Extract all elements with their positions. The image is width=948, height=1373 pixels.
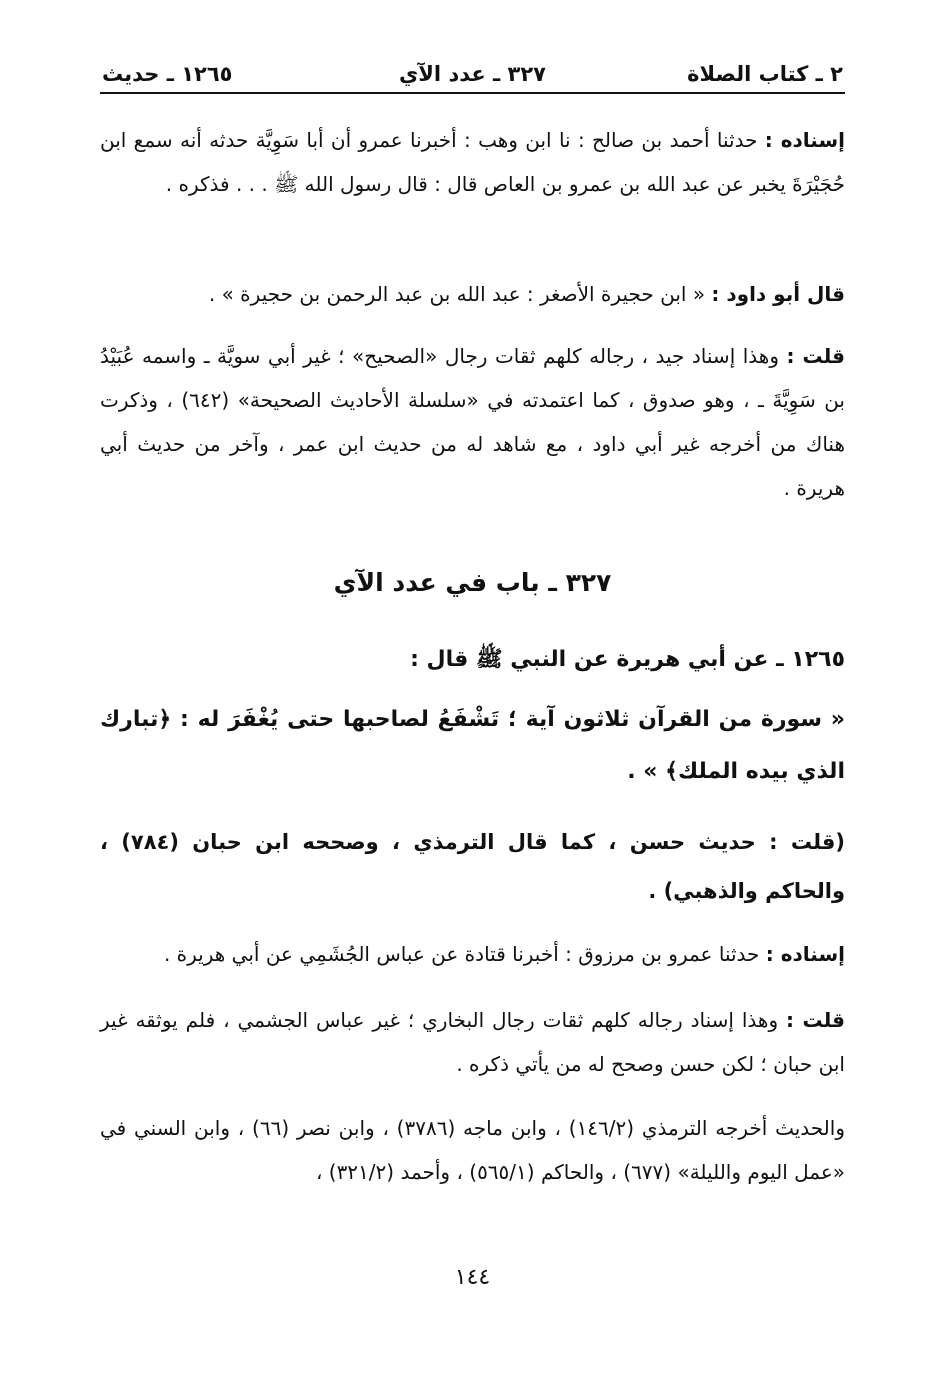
isnad-text-2: حدثنا عمرو بن مرزوق : أخبرنا قتادة عن عباس الجُشَمِي عن أبي هريرة . (163, 942, 766, 966)
abu-dawud-text: « ابن حجيرة الأصغر : عبد الله بن عبد الرحمن بن حجيرة » . (208, 282, 712, 306)
header-hadith-number: ١٢٦٥ ـ حديث (102, 62, 233, 86)
running-header (100, 58, 845, 94)
takhrij-paragraph: والحديث أخرجه الترمذي (١٤٦/٢) ، وابن ماجه (٣٧٨٦) ، وابن نصر (٦٦) ، وابن السني في «عمل اليوم والليلة» (٦٧٧) ، والحاكم (٥٦٥/١) ، وأحمد (٣٢١/٢) ، (100, 1116, 845, 1184)
header-chapter: ٣٢٧ ـ عدد الآي (399, 62, 546, 86)
commentary-text-2: وهذا إسناد رجاله كلهم ثقات رجال البخاري ؛ غير عباس الجشمي ، فلم يوثقه غير ابن حبان ؛ لكن حسن وصحح له من يأتي ذكره . (100, 1008, 845, 1076)
hadith-intro: ١٢٦٥ ـ عن أبي هريرة عن النبي ﷺ قال : (410, 647, 845, 672)
abu-dawud-label: قال أبو داود : (711, 282, 845, 306)
isnad-text: حدثنا أحمد بن صالح : نا ابن وهب : أخبرنا عمرو أن أبا سَوِيَّة حدثه أنه سمع ابن حُجَيْرَةَ يخبر عن عبد الله بن عمرو بن العاص قال : قال رسول الله ﷺ . . . فذكره . (100, 128, 845, 196)
hadith-text: « سورة من القرآن ثلاثون آية ؛ تَشْفَعُ لصاحبها حتى يُغْفَرَ له : ﴿تبارك الذي بيده الملك﴾ » . (100, 707, 845, 784)
isnad-label-2: إسناده : (765, 942, 845, 966)
page-number: ١٤٤ (454, 1265, 491, 1290)
commentary-label: قلت : (786, 344, 845, 368)
chapter-title: ٣٢٧ ـ باب في عدد الآي (333, 568, 612, 597)
isnad-paragraph-1 (100, 118, 845, 206)
abu-dawud-note (100, 272, 845, 316)
isnad-paragraph-2 (100, 932, 845, 976)
hadith-grading: (قلت : حديث حسن ، كما قال الترمذي ، وصححه ابن حبان (٧٨٤) ، والحاكم والذهبي) . (100, 830, 845, 903)
commentary-paragraph-2 (100, 998, 845, 1086)
commentary-text: وهذا إسناد جيد ، رجاله كلهم ثقات رجال «الصحيح» ؛ غير أبي سويَّة ـ واسمه عُبَيْدُ بن سَوِيَّةَ ـ ، وهو صدوق ، كما اعتمدته في «سلسلة الأحاديث الصحيحة» (٦٤٢) ، وذكرت هناك من أخرجه غير أبي داود ، مع شاهد له من حديث ابن عمر ، وآخر من حديث أبي هريرة . (100, 344, 845, 500)
isnad-label: إسناده : (764, 128, 845, 152)
book-page (100, 0, 845, 1373)
header-book-section: ٢ ـ كتاب الصلاة (687, 62, 843, 86)
commentary-paragraph-1 (100, 334, 845, 510)
commentary-label-2: قلت : (786, 1008, 845, 1032)
